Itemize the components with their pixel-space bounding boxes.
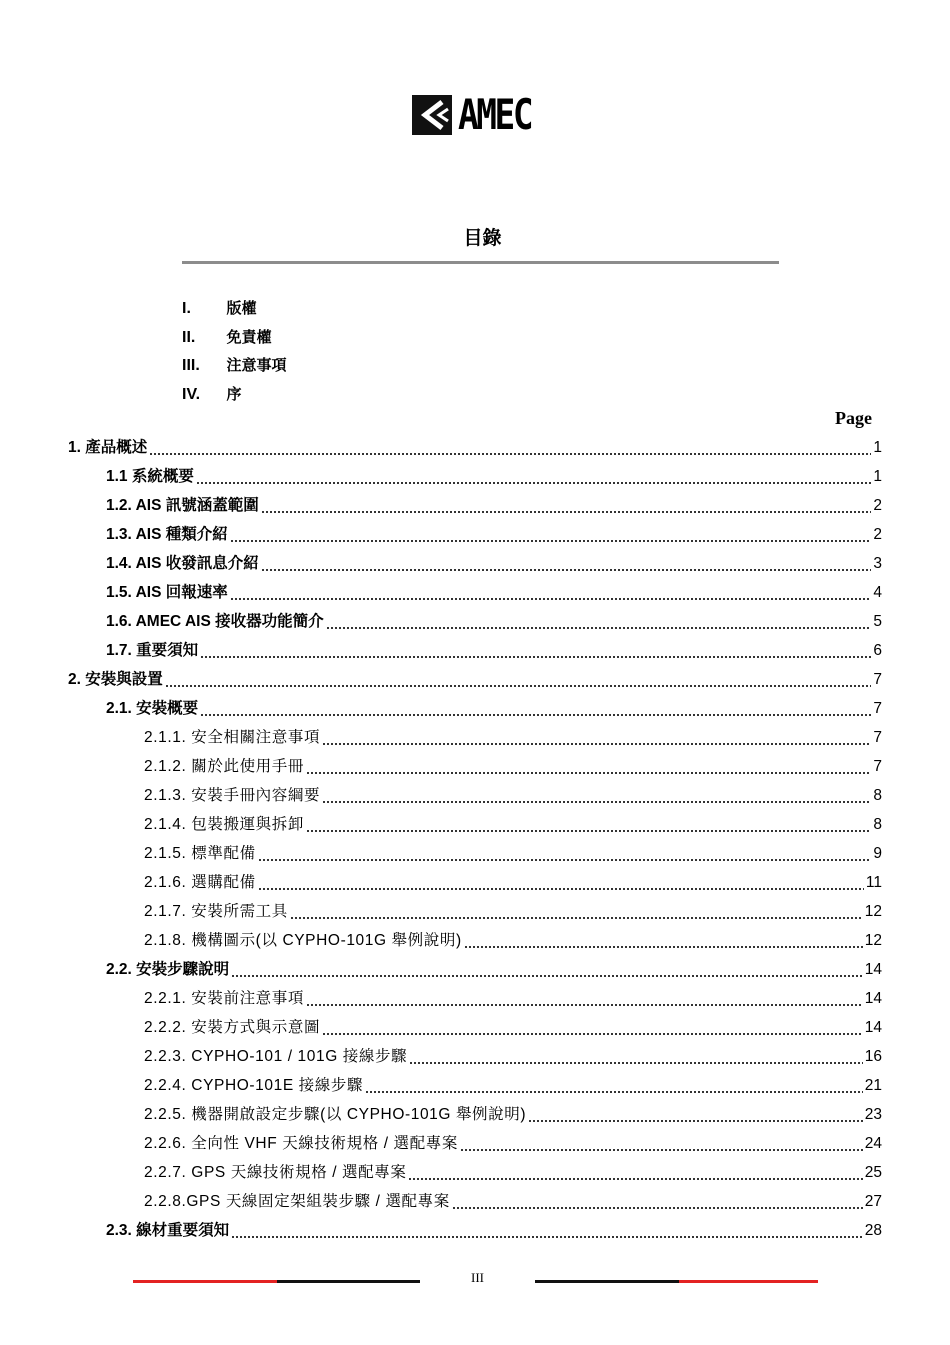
toc-dot-leader	[261, 549, 872, 578]
toc-entry-page: 7	[873, 700, 882, 717]
toc-entry-page: 12	[864, 903, 882, 920]
amec-logo-text: AMEC	[458, 90, 532, 139]
toc-entry-title: 1.4. AIS 收發訊息介紹	[106, 555, 259, 572]
toc-dot-leader	[322, 723, 871, 752]
toc-entry-page: 23	[864, 1106, 882, 1123]
toc-dot-leader	[326, 607, 872, 636]
toc-entry-page: 7	[873, 758, 882, 775]
toc-entry-title: 2.1.1. 安全相關注意事項	[144, 729, 321, 746]
toc-dot-leader	[231, 955, 863, 984]
front-matter-label: 注意事項	[226, 356, 287, 374]
toc-entry[interactable]	[144, 1158, 882, 1187]
toc-entry-title: 2.1. 安裝概要	[106, 700, 199, 717]
toc-dot-leader	[230, 520, 872, 549]
toc-entry-page: 4	[873, 584, 882, 601]
toc-entry-title: 2.1.7. 安裝所需工具	[144, 903, 288, 920]
toc-entry-page: 8	[873, 816, 882, 833]
toc-entry-title: 2.3. 線材重要須知	[106, 1222, 230, 1239]
footer-page-number: III	[471, 1270, 484, 1285]
toc-entry[interactable]	[106, 520, 882, 549]
toc-entry[interactable]	[144, 984, 882, 1013]
toc-dot-leader	[322, 1013, 863, 1042]
toc-entry[interactable]	[144, 1013, 882, 1042]
front-matter-number: II.	[182, 328, 196, 346]
toc-entry-title: 1.5. AIS 回報速率	[106, 584, 228, 601]
toc-entry[interactable]	[144, 839, 882, 868]
toc-entry[interactable]	[144, 1071, 882, 1100]
toc-entry[interactable]	[106, 636, 882, 665]
front-matter-item[interactable]	[182, 294, 286, 323]
toc-entry-page: 8	[873, 787, 882, 804]
toc-dot-leader	[258, 868, 864, 897]
title-divider	[182, 261, 779, 264]
toc-dot-leader	[306, 810, 871, 839]
toc-entry[interactable]	[144, 810, 882, 839]
toc-entry[interactable]	[144, 1042, 882, 1071]
toc-entry-page: 21	[864, 1077, 882, 1094]
toc-entry-page: 12	[864, 932, 882, 949]
footer-line-right-black	[535, 1280, 679, 1283]
toc-dot-leader	[464, 926, 863, 955]
toc-dot-leader	[460, 1129, 863, 1158]
toc-entry[interactable]	[144, 781, 882, 810]
toc-entry-page: 25	[864, 1164, 882, 1181]
toc-entry-title: 2.1.4. 包裝搬運與拆卸	[144, 816, 304, 833]
toc-entry-title: 1.2. AIS 訊號涵蓋範圍	[106, 497, 259, 514]
amec-logo-icon	[412, 95, 452, 135]
front-matter-label: 序	[226, 384, 242, 403]
toc-entry-title: 2.2.3. CYPHO-101 / 101G 接線步驟	[144, 1048, 408, 1065]
toc-entry-page: 6	[873, 642, 882, 659]
toc-entry-title: 1.7. 重要須知	[106, 642, 199, 659]
toc-entry[interactable]	[144, 723, 882, 752]
toc-entry-page: 5	[873, 613, 882, 630]
toc-entry[interactable]	[106, 1216, 882, 1245]
toc-entry-page: 27	[864, 1193, 882, 1210]
front-matter-item[interactable]	[182, 323, 286, 352]
toc-entry[interactable]	[106, 491, 882, 520]
toc-entry[interactable]	[68, 433, 882, 462]
toc-entry-title: 2. 安裝與設置	[68, 671, 163, 688]
toc-entry[interactable]	[106, 607, 882, 636]
front-matter-label: 免責權	[226, 327, 272, 346]
toc-dot-leader	[322, 781, 871, 810]
toc-entry-title: 2.2.5. 機器開啟設定步驟(以 CYPHO-101G 舉例說明)	[144, 1106, 527, 1123]
toc-entry-title: 2.2.2. 安裝方式與示意圖	[144, 1019, 321, 1036]
toc-entry-page: 3	[873, 555, 882, 572]
toc-entry[interactable]	[144, 1187, 882, 1216]
toc-entry[interactable]	[106, 578, 882, 607]
toc-entry[interactable]	[106, 955, 882, 984]
front-matter-label: 版權	[226, 299, 257, 317]
toc-entry[interactable]	[144, 868, 882, 897]
toc-entry-title: 2.2.6. 全向性 VHF 天線技術規格 / 選配專案	[144, 1135, 458, 1152]
toc-dot-leader	[149, 433, 871, 462]
toc-entry-page: 1	[873, 468, 882, 485]
toc-entry[interactable]	[68, 665, 882, 694]
amec-logo	[412, 90, 547, 139]
toc-dot-leader	[290, 897, 863, 926]
toc-dot-leader	[528, 1100, 863, 1129]
front-matter-number: III.	[182, 357, 200, 374]
toc-entry-page: 1	[873, 439, 882, 456]
toc-entry[interactable]	[106, 694, 882, 723]
toc-entry[interactable]	[144, 1129, 882, 1158]
toc-entry-page: 9	[873, 845, 882, 862]
toc-entry-title: 2.1.2. 關於此使用手冊	[144, 758, 304, 775]
toc-entry-title: 1.3. AIS 種類介紹	[106, 526, 228, 543]
toc-entry[interactable]	[144, 1100, 882, 1129]
toc-entry-title: 2.1.5. 標準配備	[144, 845, 256, 862]
toc-entry-page: 11	[865, 874, 882, 891]
toc-entry-page: 28	[864, 1222, 882, 1239]
toc-dot-leader	[165, 665, 872, 694]
front-matter-number: I.	[182, 300, 191, 317]
toc-entry-page: 24	[864, 1135, 882, 1152]
toc-entry-page: 7	[873, 729, 882, 746]
front-matter-list	[182, 294, 286, 408]
page-column-header: Page	[835, 408, 872, 428]
toc-entry-page: 14	[864, 990, 882, 1007]
toc-dot-leader	[200, 636, 871, 665]
toc-entry-page: 2	[873, 526, 882, 543]
toc-entry-page: 16	[864, 1048, 882, 1065]
toc-entry-title: 1.1 系統概要	[106, 468, 194, 485]
toc-entry-page: 7	[873, 671, 882, 688]
front-matter-number: IV.	[182, 385, 201, 403]
toc-dot-leader	[365, 1071, 863, 1100]
toc-dot-leader	[408, 1158, 862, 1187]
toc-entry-title: 1.6. AMEC AIS 接收器功能簡介	[106, 613, 324, 630]
front-matter-item[interactable]	[182, 380, 286, 409]
toc-entry[interactable]	[144, 752, 882, 781]
toc-entry-title: 2.1.3. 安裝手冊內容綱要	[144, 787, 321, 804]
toc-dot-leader	[261, 491, 872, 520]
toc-dot-leader	[452, 1187, 863, 1216]
toc-entry-title: 2.2.7. GPS 天線技術規格 / 選配專案	[144, 1164, 407, 1181]
toc-dot-leader	[230, 578, 872, 607]
toc-dot-leader	[306, 752, 871, 781]
toc-entry-title: 2.1.8. 機構圖示(以 CYPHO-101G 舉例說明)	[144, 932, 462, 949]
toc-entry-page: 14	[864, 961, 882, 978]
toc-dot-leader	[409, 1042, 863, 1071]
toc-dot-leader	[196, 462, 872, 491]
toc-entry-title: 2.1.6. 選購配備	[144, 874, 256, 891]
footer-line-right-red	[679, 1280, 818, 1283]
toc-entry[interactable]	[106, 462, 882, 491]
toc-dot-leader	[231, 1216, 863, 1245]
front-matter-item[interactable]	[182, 351, 286, 380]
toc-entry-title: 2.2.1. 安裝前注意事項	[144, 990, 304, 1007]
toc-entry-page: 14	[864, 1019, 882, 1036]
toc-dot-leader	[306, 984, 863, 1013]
toc-dot-leader	[258, 839, 872, 868]
toc-entry[interactable]	[106, 549, 882, 578]
toc-entry[interactable]	[144, 926, 882, 955]
toc-entry[interactable]	[144, 897, 882, 926]
toc-entry-title: 2.2.8.GPS 天線固定架組裝步驟 / 選配專案	[144, 1193, 450, 1210]
toc-dot-leader	[200, 694, 871, 723]
toc-entry-page: 2	[873, 497, 882, 514]
page-title: 目錄	[463, 227, 502, 249]
toc-entry-title: 2.2.4. CYPHO-101E 接線步驟	[144, 1077, 364, 1094]
toc-entry-title: 2.2. 安裝步驟說明	[106, 961, 230, 978]
toc-entry-title: 1. 產品概述	[68, 439, 148, 456]
